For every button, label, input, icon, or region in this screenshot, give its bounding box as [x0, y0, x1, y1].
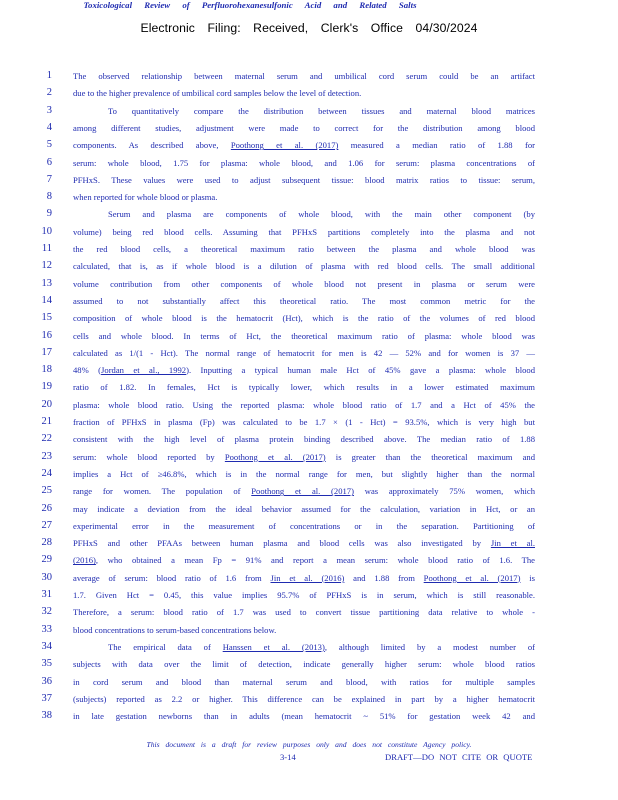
line-number: 34 [41, 640, 52, 652]
line-text: 48% (Jordan et al., 1992). Inputting a typical human male Hct of 45% gave a plasma: whole blood [73, 365, 536, 376]
line-text: (subjects) reported as 2.2 or higher. This difference can be explained in part by a higher hematocrit [73, 693, 535, 704]
line-number: 17 [41, 346, 52, 358]
line-text: among different studies, adjustment were made to correct for the distribution among blood [73, 122, 535, 133]
draft-notice: DRAFT—DO NOT CITE OR QUOTE [385, 752, 533, 762]
line-text: components. As described above, Poothong et al. (2017) measured a median ratio of 1.88 for [73, 140, 535, 151]
line-text: composition of whole blood is the hematocrit (Hct), which is the ratio of the volumes of red blood [73, 313, 535, 324]
text-line [0, 521, 618, 537]
text-line [0, 71, 618, 87]
line-number: 27 [41, 519, 52, 531]
line-text: the red blood cells, a theoretical maximum ratio between the plasma and whole blood was [73, 244, 535, 254]
line-number: 25 [41, 485, 52, 497]
line-text: Therefore, a serum: blood ratio of 1.7 was used to convert tissue partitioning data relative to whole - [73, 607, 535, 618]
line-text: calculated, that is, as if whole blood is a dilution of plasma with red blood cells. The small additional [73, 261, 535, 272]
line-text: (2016), who obtained a mean Fp = 91% and report a mean serum: whole blood ratio of 1.6. The [73, 555, 535, 566]
text-line [0, 88, 618, 104]
line-text: assumed to not substantially affect this theoretical ratio. The most common metric for the [73, 295, 535, 306]
line-text: volume) being red blood cells. Assuming that PFHxS partitions completely into the plasma and not [73, 226, 535, 237]
line-text: serum: whole blood, 1.75 for plasma: whole blood, and 1.06 for serum: plasma concentrations of [73, 157, 535, 168]
line-number: 15 [41, 312, 52, 324]
line-text: average of serum: blood ratio of 1.6 from Jin et al. (2016) and 1.88 from Poothong et al. (2017) is [73, 572, 535, 583]
line-text: may indicate a deviation from the ideal behavior assumed for the calculation, variation in Hct, or an [73, 503, 535, 514]
line-number: 7 [46, 173, 52, 185]
running-title: Toxicological Review of Perfluorohexanesulfonic Acid and Related Salts [83, 0, 417, 10]
line-number: 21 [41, 416, 52, 427]
text-line [0, 158, 618, 174]
line-number: 20 [41, 398, 52, 410]
text-line [0, 192, 618, 208]
line-text: calculated as 1/(1 - Hct). The normal range of hematocrit for men is 42 — 52% and for women is 37 — [73, 347, 535, 358]
citation-link[interactable]: Poothong et al. (2017) [251, 486, 354, 497]
line-number: 11 [41, 243, 52, 254]
line-number: 3 [46, 104, 52, 116]
line-number: 23 [41, 450, 52, 462]
text-line [0, 382, 618, 398]
line-number: 26 [41, 502, 52, 514]
text-line [0, 555, 618, 571]
text-line [0, 504, 618, 520]
line-text: cells and whole blood. In terms of Hct, the theoretical maximum ratio of plasma: whole blood was [73, 330, 535, 341]
line-text: experimental error in the measurement of concentrations or in the separation. Partitioning of [73, 520, 535, 531]
text-line [0, 175, 618, 191]
line-number: 18 [41, 364, 52, 376]
line-text: The empirical data of Hanssen et al. (2013), although limited by a modest number of [108, 641, 535, 652]
text-line [0, 244, 618, 260]
text-line [0, 417, 618, 433]
line-text: consistent with the high level of plasma protein binding described above. The median ratio of 1.88 [73, 434, 535, 445]
line-number: 28 [41, 537, 52, 549]
text-line [0, 452, 618, 468]
text-line [0, 659, 618, 675]
text-line [0, 711, 618, 727]
line-number: 30 [41, 571, 52, 583]
line-number: 19 [41, 381, 52, 393]
line-number: 4 [46, 121, 52, 133]
citation-link[interactable]: Poothong et al. (2017) [423, 572, 521, 583]
text-line [0, 434, 618, 450]
line-text: volume contribution from other components of whole blood not present in plasma or serum were [73, 278, 535, 289]
line-number: 16 [41, 329, 52, 341]
text-line [0, 694, 618, 710]
citation-link[interactable]: Poothong et al. (2017) [230, 140, 339, 151]
line-number: 2 [46, 87, 52, 99]
text-line [0, 642, 618, 658]
line-text: in cord serum and blood than maternal serum and blood, with ratios for multiple samples [73, 676, 535, 687]
line-text: due to the higher prevalence of umbilical cord samples below the level of detection. [73, 88, 362, 99]
text-line [0, 469, 618, 485]
line-number: 24 [41, 467, 52, 479]
citation-link[interactable]: Hanssen et al. (2013) [222, 641, 325, 652]
line-number: 22 [41, 433, 52, 445]
citation-link[interactable]: Poothong et al. (2017) [224, 451, 326, 462]
filing-stamp: Electronic Filing: Received, Clerk's Office 04/30/2024 [140, 21, 478, 35]
text-line [0, 209, 618, 225]
line-number: 5 [46, 139, 52, 151]
line-number: 8 [46, 191, 52, 203]
line-number: 31 [41, 589, 52, 600]
line-text: range for women. The population of Poothong et al. (2017) was approximately 75% women, which [73, 486, 535, 497]
line-number: 32 [41, 606, 52, 618]
text-line [0, 538, 618, 554]
line-text: plasma: whole blood ratio. Using the reported plasma: whole blood ratio of 1.7 and a Hct of 45% the [73, 399, 535, 410]
line-number: 35 [41, 658, 52, 670]
line-text: PFHxS and other PFAAs between human plasma and blood cells was also investigated by Jin et al. [73, 538, 535, 549]
text-line [0, 261, 618, 277]
line-number: 13 [41, 277, 52, 289]
line-number: 29 [41, 554, 52, 566]
citation-link[interactable]: Jordan et al., 1992 [101, 365, 187, 376]
line-number: 33 [41, 623, 52, 635]
text-line [0, 573, 618, 589]
citation-link[interactable]: (2016) [73, 555, 96, 566]
line-number: 36 [41, 675, 52, 687]
line-text: implies a Hct of ≥46.8%, which is in the normal range for men, but slightly higher than the normal [73, 468, 535, 479]
line-text: serum: whole blood reported by Poothong et al. (2017) is greater than the theoretical maximum and [73, 451, 535, 462]
text-line [0, 313, 618, 329]
text-line [0, 607, 618, 623]
line-text: Serum and plasma are components of whole blood, with the main other component (by [108, 209, 535, 220]
line-number: 14 [41, 294, 52, 306]
line-number: 9 [46, 208, 52, 220]
page-number: 3-14 [280, 752, 296, 762]
text-line [0, 331, 618, 347]
line-text: in late gestation newborns than in adults (mean hematocrit ~ 51% for gestation week 42 and [73, 711, 535, 722]
line-text: ratio of 1.82. In females, Hct is typically lower, which results in a lower estimated maximum [73, 382, 535, 393]
citation-link[interactable]: Jin et al. [490, 538, 535, 549]
text-line [0, 486, 618, 502]
line-text: blood concentrations to serum-based concentrations below. [73, 624, 277, 635]
line-text: The observed relationship between maternal serum and umbilical cord serum could be an artifact [73, 71, 535, 81]
text-line [0, 348, 618, 364]
text-line [0, 590, 618, 606]
line-number: 38 [41, 710, 52, 722]
line-number: 6 [46, 156, 52, 168]
text-line [0, 365, 618, 381]
line-text: fraction of PFHxS in plasma (Fp) was calculated to be 1.7 × (1 - Hct) = 93.5%, which is very high but [73, 417, 535, 427]
line-text: PFHxS. These values were used to adjust subsequent tissue: blood matrix ratios to tissue: serum, [73, 174, 535, 185]
text-line [0, 227, 618, 243]
line-number: 12 [41, 260, 52, 272]
line-text: when reported for whole blood or plasma. [73, 192, 218, 203]
line-number: 37 [41, 692, 52, 704]
text-line [0, 106, 618, 122]
draft-disclaimer: This document is a draft for review purposes only and does not constitute Agency policy. [146, 740, 472, 749]
line-text: 1.7. Given Hct = 0.45, this value implies 95.7% of PFHxS is in serum, which is still reasonable. [73, 590, 535, 600]
text-line [0, 625, 618, 641]
line-number: 1 [46, 70, 52, 81]
text-line [0, 677, 618, 693]
line-text: To quantitatively compare the distribution between tissues and maternal blood matrices [108, 105, 535, 116]
text-line [0, 400, 618, 416]
line-text: subjects with data over the limit of detection, indicate generally higher serum: whole blood ratios [73, 659, 535, 670]
citation-link[interactable]: Jin et al. (2016) [270, 572, 345, 583]
text-line [0, 296, 618, 312]
text-line [0, 279, 618, 295]
line-number: 10 [41, 225, 52, 237]
text-line [0, 140, 618, 156]
text-line [0, 123, 618, 139]
